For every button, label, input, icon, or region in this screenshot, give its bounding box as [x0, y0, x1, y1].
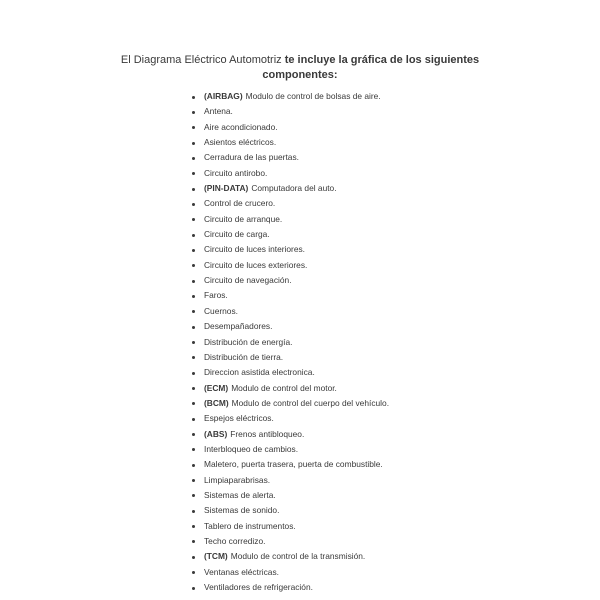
intro-bold-text: te incluye la gráfica de los siguientes componentes:	[262, 54, 480, 81]
list-item	[191, 242, 389, 257]
bullet-icon	[192, 494, 195, 497]
bullet-icon	[192, 280, 195, 283]
list-item	[191, 411, 389, 426]
component-label: Circuito de luces exteriores.	[204, 259, 308, 270]
list-item	[191, 288, 389, 303]
component-code: (ABS)	[204, 428, 228, 439]
bullet-icon	[192, 218, 195, 221]
component-label: Techo corredizo.	[204, 535, 266, 546]
component-label: Circuito de luces interiores.	[204, 244, 306, 255]
list-item	[191, 503, 389, 518]
component-code: (BCM)	[204, 397, 229, 408]
bullet-icon	[192, 540, 195, 543]
bullet-icon	[192, 111, 195, 114]
list-item	[191, 335, 389, 350]
list-item	[191, 580, 389, 595]
list-item	[191, 212, 389, 227]
component-label: Frenos antibloqueo.	[230, 428, 305, 439]
component-code: (TCM)	[204, 551, 228, 562]
list-item	[191, 319, 389, 334]
list-item	[191, 519, 389, 534]
component-label: Tablero de instrumentos.	[204, 520, 296, 531]
list-item	[191, 135, 389, 150]
component-code: (ECM)	[204, 382, 229, 393]
component-list	[191, 89, 389, 595]
list-item	[191, 120, 389, 135]
component-label: Limpiaparabrisas.	[204, 474, 271, 485]
list-item	[191, 227, 389, 242]
list-item	[191, 258, 389, 273]
bullet-icon	[192, 264, 195, 267]
bullet-icon	[192, 479, 195, 482]
component-label: Circuito de navegación.	[204, 275, 292, 286]
list-item	[191, 365, 389, 380]
list-item	[191, 488, 389, 503]
component-label: Sistemas de alerta.	[204, 489, 276, 500]
list-item	[191, 150, 389, 165]
list-item	[191, 350, 389, 365]
bullet-icon	[192, 326, 195, 329]
bullet-icon	[192, 525, 195, 528]
list-item	[191, 427, 389, 442]
list-item	[191, 196, 389, 211]
component-label: Cuernos.	[204, 305, 238, 316]
bullet-icon	[192, 341, 195, 344]
component-label: Antena.	[204, 106, 233, 117]
bullet-icon	[192, 433, 195, 436]
list-item	[191, 273, 389, 288]
bullet-icon	[192, 587, 195, 590]
bullet-icon	[192, 387, 195, 390]
bullet-icon	[192, 188, 195, 191]
component-label: Aire acondicionado.	[204, 121, 278, 132]
bullet-icon	[192, 249, 195, 252]
bullet-icon	[192, 402, 195, 405]
component-label: Modulo de control del cuerpo del vehículo.	[231, 397, 390, 408]
component-code: (AIRBAG)	[204, 91, 243, 101]
bullet-icon	[192, 372, 195, 375]
component-label: Ventanas eléctricas.	[204, 566, 279, 577]
component-label: Modulo de control de la transmisión.	[230, 551, 366, 562]
bullet-icon	[192, 310, 195, 313]
list-item	[191, 565, 389, 580]
component-code: (PIN-DATA)	[204, 183, 249, 194]
list-item	[191, 534, 389, 549]
component-label: Desempañadores.	[204, 321, 273, 332]
bullet-icon	[192, 418, 195, 421]
component-label: Modulo de control de bolsas de aire.	[245, 91, 381, 101]
bullet-icon	[192, 142, 195, 145]
component-label: Modulo de control del motor.	[231, 382, 337, 393]
list-item	[191, 166, 389, 181]
bullet-icon	[192, 464, 195, 467]
list-item	[191, 181, 389, 196]
list-item	[191, 104, 389, 119]
component-label: Espejos eléctricos.	[204, 413, 274, 424]
list-item	[191, 457, 389, 472]
list-item	[191, 442, 389, 457]
component-label: Ventiladores de refrigeración.	[204, 582, 313, 592]
bullet-icon	[192, 295, 195, 298]
bullet-icon	[192, 126, 195, 129]
component-label: Distribución de tierra.	[204, 351, 284, 362]
component-label: Interbloqueo de cambios.	[204, 443, 299, 454]
component-label: Maletero, puerta trasera, puerta de combustible.	[204, 459, 383, 470]
bullet-icon	[192, 172, 195, 175]
list-item	[191, 549, 389, 564]
component-label: Cerradura de las puertas.	[204, 152, 299, 163]
bullet-icon	[192, 510, 195, 513]
list-item	[191, 396, 389, 411]
bullet-icon	[192, 448, 195, 451]
component-label: Circuito de carga.	[204, 229, 270, 240]
component-label: Distribución de energía.	[204, 336, 293, 347]
bullet-icon	[192, 157, 195, 160]
list-item	[191, 381, 389, 396]
bullet-icon	[192, 356, 195, 359]
list-item	[191, 89, 389, 104]
list-item	[191, 304, 389, 319]
component-label: Circuito de arranque.	[204, 213, 283, 224]
intro-text: El Diagrama Eléctrico Automotriz	[120, 54, 285, 66]
component-label: Sistemas de sonido.	[204, 505, 280, 516]
list-item	[191, 473, 389, 488]
bullet-icon	[192, 203, 195, 206]
bullet-icon	[192, 96, 195, 99]
component-label: Direccion asistida electronica.	[204, 367, 315, 378]
intro-paragraph	[110, 53, 490, 83]
component-label: Computadora del auto.	[251, 183, 337, 194]
bullet-icon	[192, 556, 195, 559]
component-label: Control de crucero.	[204, 198, 276, 209]
component-label: Faros.	[204, 290, 228, 301]
component-label: Circuito antirobo.	[204, 167, 268, 178]
bullet-icon	[192, 234, 195, 237]
bullet-icon	[192, 571, 195, 574]
component-label: Asientos eléctricos.	[204, 137, 277, 148]
